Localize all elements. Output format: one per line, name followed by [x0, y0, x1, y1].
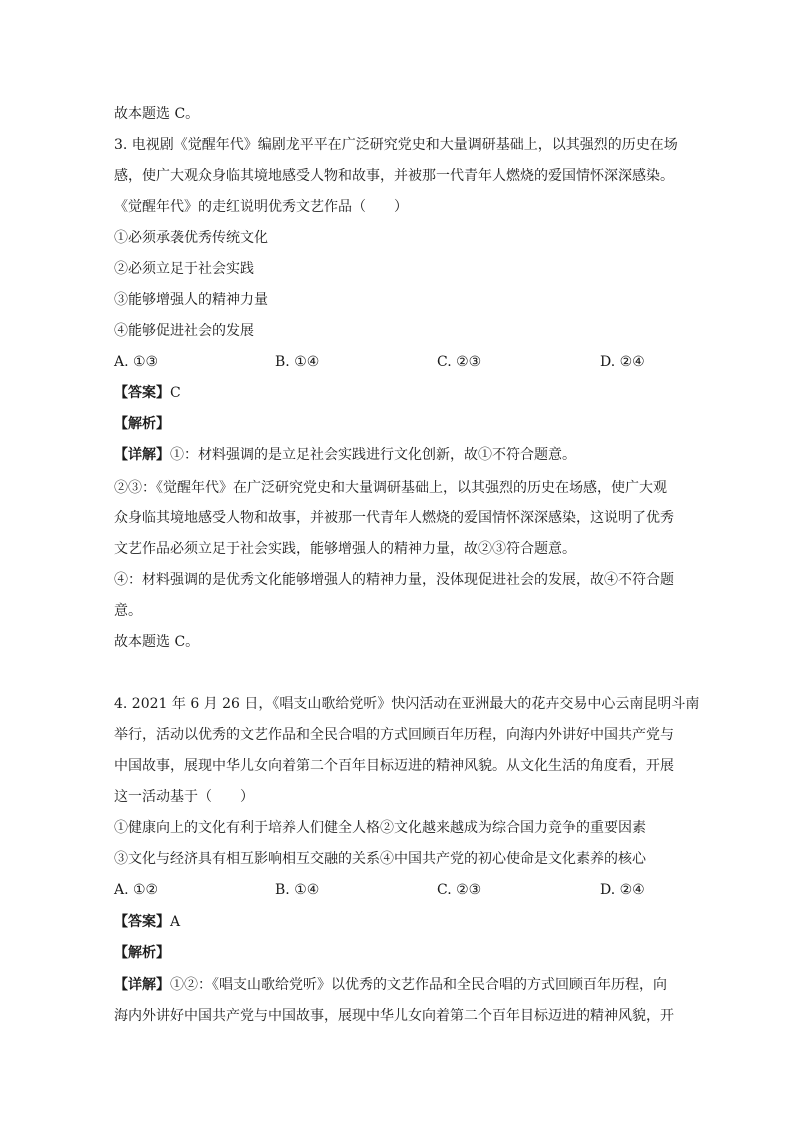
q4-detail-text-1: ①②：《唱支山歌给党听》以优秀的文艺作品和全民合唱的方式回顾百年历程，向	[170, 977, 667, 993]
q3-stem-line-3: 《觉醒年代》的走红说明优秀文艺作品（ ）	[114, 199, 408, 215]
q3-option-a: A. ①③	[114, 354, 159, 370]
q3-stem-line-1: 3. 电视剧《觉醒年代》编剧龙平平在广泛研究党史和大量调研基础上，以其强烈的历史在场	[114, 137, 678, 153]
q4-analysis-label: 【解析】	[114, 945, 170, 961]
q4-stem-line-3: 中国故事，展现中华儿女向着第二个百年目标迈进的精神风貌。从文化生活的角度看，开展	[114, 758, 674, 774]
q4-stem-line-4: 这一活动基于（ ）	[114, 789, 254, 805]
q3-detail-line-4: 文艺作品必须立足于社会实践，能够增强人的精神力量，故②③符合题意。	[114, 541, 576, 557]
q3-detail-line-3: 众身临其境地感受人物和故事，并被那一代青年人燃烧的爱国情怀深深感染，这说明了优秀	[114, 510, 674, 526]
q3-stem-line-2: 感，使广大观众身临其境地感受人物和故事，并被那一代青年人燃烧的爱国情怀深深感染。	[114, 168, 674, 184]
q4-stem-line-2: 举行，活动以优秀的文艺作品和全民合唱的方式回顾百年历程，向海内外讲好中国共产党与	[114, 727, 674, 743]
q3-option-b: B. ①④	[275, 354, 320, 370]
q3-option-c: C. ②③	[437, 354, 482, 370]
q3-detail-line-5: ④：材料强调的是优秀文化能够增强人的精神力量，没体现促进社会的发展，故④不符合题	[114, 572, 674, 588]
q3-detail-line-1	[114, 445, 686, 465]
q3-detail-text-1: ①：材料强调的是立足社会实践进行文化创新，故①不符合题意。	[170, 447, 576, 463]
q4-option-a: A. ①②	[114, 882, 159, 898]
q3-item-3: ③能够增强人的精神力量	[114, 292, 268, 308]
q3-answer-tag: 【答案】	[114, 385, 170, 401]
q3-conclusion: 故本题选 C。	[114, 634, 200, 650]
q3-analysis-label: 【解析】	[114, 416, 170, 432]
q3-item-4: ④能够促进社会的发展	[114, 323, 254, 339]
q3-detail-line-2: ②③：《觉醒年代》在广泛研究党史和大量调研基础上，以其强烈的历史在场感，使广大观	[114, 480, 667, 496]
q4-analysis-tag	[114, 943, 686, 963]
q4-items-line-1: ①健康向上的文化有利于培养人们健全人格②文化越来越成为综合国力竞争的重要因素	[114, 820, 646, 836]
q4-detail-line-1	[114, 975, 686, 995]
q2-conclusion: 故本题选 C。	[114, 106, 200, 122]
q4-answer-tag: 【答案】	[114, 914, 170, 930]
q3-item-2: ②必须立足于社会实践	[114, 261, 254, 277]
q3-detail-tag: 【详解】	[114, 447, 170, 463]
q3-options	[114, 352, 686, 372]
q4-option-b: B. ①④	[275, 882, 320, 898]
q4-answer-value: A	[170, 914, 181, 930]
q3-analysis-tag	[114, 414, 686, 434]
q3-option-d: D. ②④	[600, 354, 645, 370]
q4-detail-line-2: 海内外讲好中国共产党与中国故事，展现中华儿女向着第二个百年目标迈进的精神风貌，开	[114, 1008, 674, 1024]
q4-option-d: D. ②④	[600, 882, 645, 898]
q3-answer	[114, 383, 686, 403]
q4-answer	[114, 912, 686, 932]
q4-items-line-2: ③文化与经济具有相互影响相互交融的关系④中国共产党的初心使命是文化素养的核心	[114, 851, 646, 867]
q4-option-c: C. ②③	[437, 882, 482, 898]
q3-detail-line-6: 意。	[114, 603, 142, 619]
q3-item-1: ①必须承袭优秀传统文化	[114, 230, 268, 246]
q4-options	[114, 880, 686, 900]
q4-detail-tag: 【详解】	[114, 977, 170, 993]
q3-answer-value: C	[170, 385, 181, 401]
q4-stem-line-1: 4. 2021 年 6 月 26 日，《唱支山歌给党听》快闪活动在亚洲最大的花卉交易中心云南昆明斗南	[114, 696, 700, 712]
